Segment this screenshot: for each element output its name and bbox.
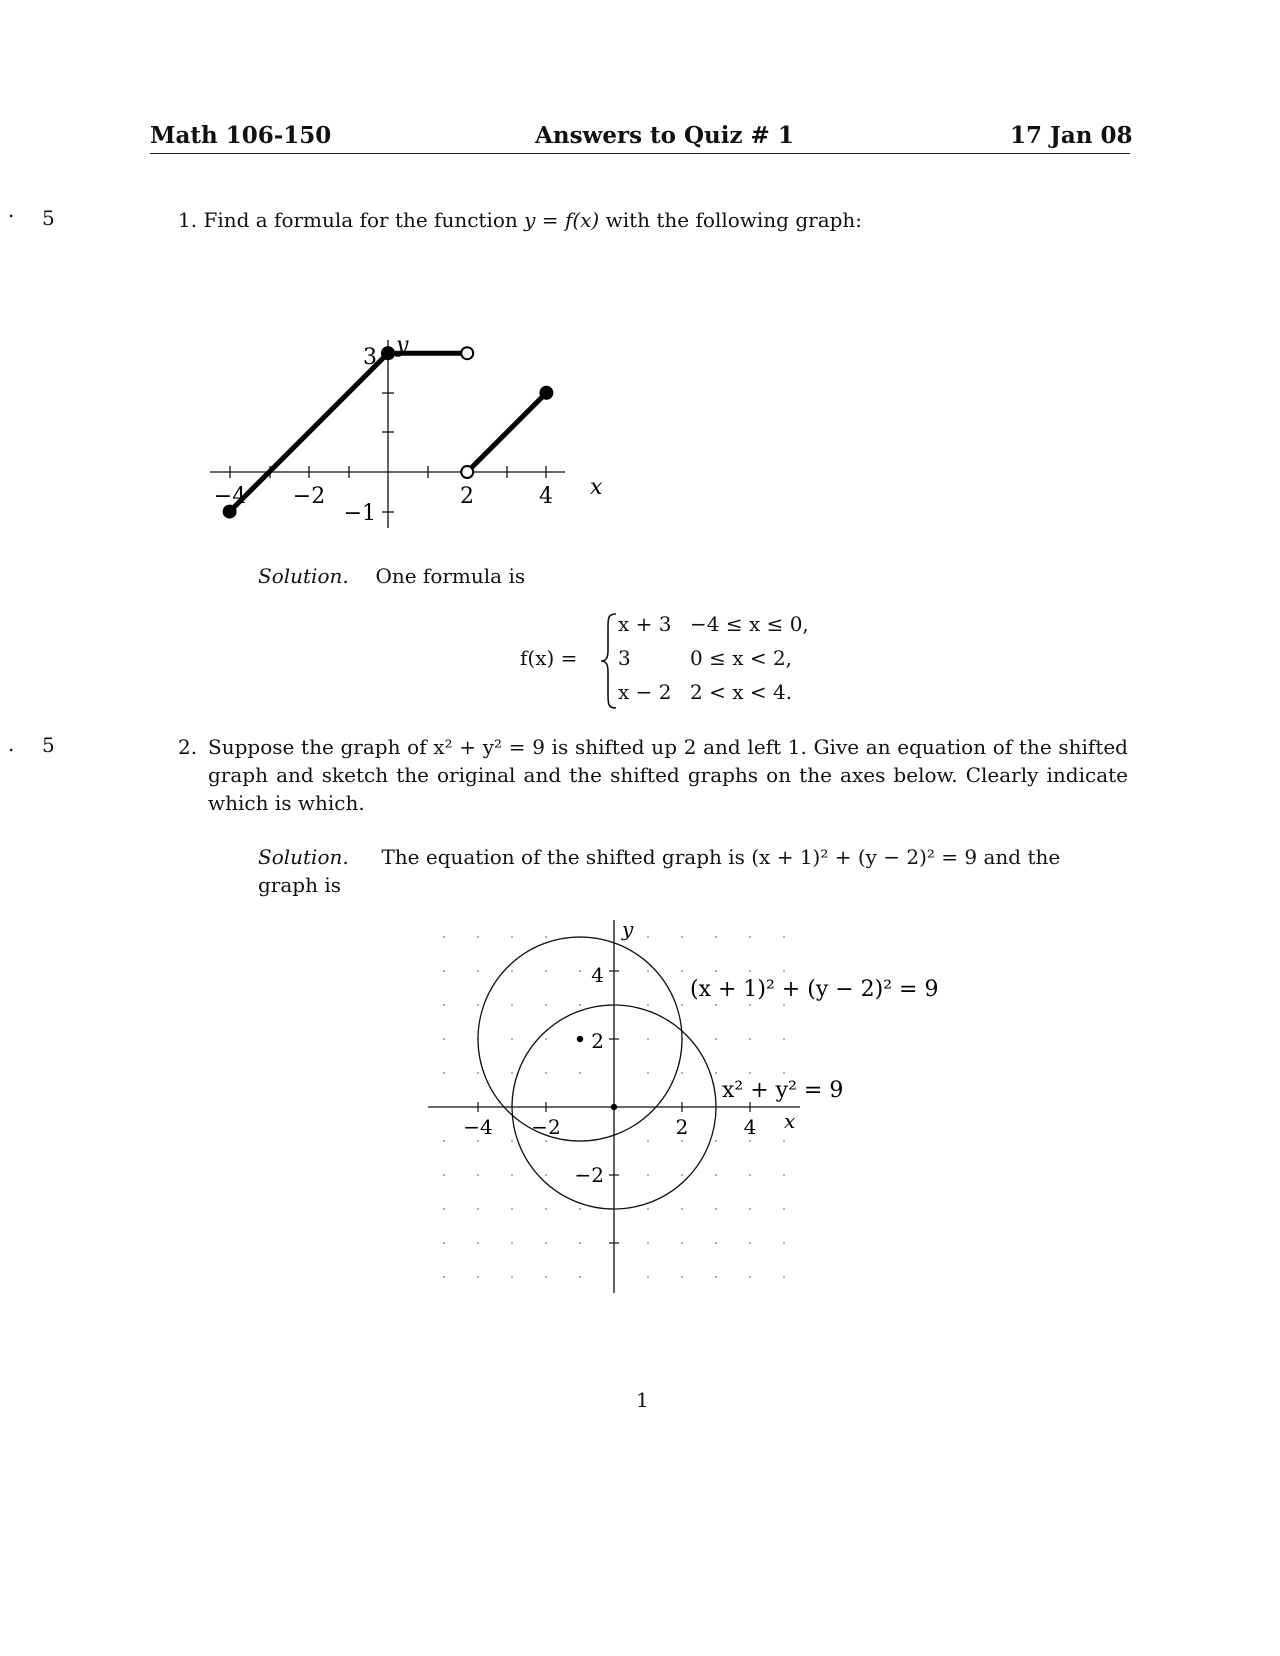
q2-grid-dot — [681, 1208, 683, 1210]
q2-grid-dot — [511, 970, 513, 972]
q2-grid-dot — [783, 970, 785, 972]
q1-eq-x: (x) — [572, 208, 600, 232]
q2-grid-dot — [749, 1242, 751, 1244]
q2-grid-dot — [681, 1174, 683, 1176]
q2-tick-x-neg2: −2 — [531, 1115, 561, 1139]
q1-tick-y-3: 3 — [363, 345, 377, 370]
q2-tick-y-neg2: −2 — [574, 1163, 604, 1187]
q1-case-1-cond: −4 ≤ x ≤ 0, — [690, 612, 809, 636]
q2-grid-dot — [579, 1276, 581, 1278]
q2-grid-dot — [545, 1208, 547, 1210]
q1-x-label: x — [590, 475, 603, 500]
q2-tick-x-2: 2 — [675, 1115, 689, 1139]
q2-grid-dot — [477, 1174, 479, 1176]
quiz-date: 17 Jan 08 — [1010, 122, 1133, 149]
q2-tick-x-4: 4 — [743, 1115, 757, 1139]
q1-y-label: y — [396, 333, 409, 358]
q2-grid-dot — [511, 1038, 513, 1040]
q2-grid-dot — [477, 1208, 479, 1210]
q2-grid-dot — [511, 1004, 513, 1006]
q2-grid-dot — [511, 1276, 513, 1278]
q2-grid-dot — [749, 1038, 751, 1040]
q1-tick-x-2: 2 — [460, 484, 474, 509]
q2-grid-dot — [579, 1208, 581, 1210]
header-rule — [150, 153, 1130, 154]
q2-line-2: graph and sketch the original and the shifted graphs on the axes below. Clearly indicate — [208, 763, 1128, 787]
q1-points: 5 — [42, 206, 55, 230]
q2-grid-dot — [749, 1174, 751, 1176]
q2-grid-dot — [749, 1208, 751, 1210]
q2-grid-dot — [579, 1072, 581, 1074]
q2-grid-dot — [681, 1072, 683, 1074]
q2-grid-dot — [545, 1140, 547, 1142]
q2-grid-dot — [715, 1038, 717, 1040]
q2-grid-dot — [443, 1242, 445, 1244]
q1-case-3-expr: x − 2 — [618, 680, 672, 704]
q1-number: 1. — [178, 208, 198, 232]
q2-grid-dot — [647, 1038, 649, 1040]
q1-segment-2-end-open-dot — [461, 347, 473, 359]
margin-dot-q2: . — [8, 732, 15, 756]
q2-x-label: x — [784, 1109, 796, 1133]
q2-grid-dot — [783, 1174, 785, 1176]
q2-grid-dot — [783, 1038, 785, 1040]
q1-tick-x-neg4: −4 — [213, 484, 247, 509]
q2-grid-dot — [511, 1140, 513, 1142]
q2-line-3: which is which. — [208, 791, 365, 815]
q2-original-circle-center — [611, 1104, 617, 1110]
q1-case-2-cond: 0 ≤ x < 2, — [690, 646, 793, 670]
q1-graph — [195, 320, 625, 540]
q2-grid-dot — [783, 1276, 785, 1278]
q2-grid-dot — [511, 1208, 513, 1210]
q2-solution-line-1 — [258, 843, 1078, 871]
q2-grid-dot — [443, 1004, 445, 1006]
q2-grid-dot — [545, 1038, 547, 1040]
q2-grid-dot — [477, 1242, 479, 1244]
page-number: 1 — [636, 1388, 649, 1412]
margin-dot-q1: . — [8, 198, 15, 222]
q2-grid-dot — [681, 1242, 683, 1244]
q2-grid-dot — [647, 936, 649, 938]
q2-grid-dot — [477, 1072, 479, 1074]
q2-solution-line-2: graph is — [258, 873, 341, 897]
q2-grid-dot — [681, 1004, 683, 1006]
q2-grid-dot — [681, 970, 683, 972]
q2-grid-dot — [511, 1072, 513, 1074]
q2-grid-dot — [715, 1174, 717, 1176]
q2-grid-dot — [749, 1276, 751, 1278]
q1-segment-2-start-closed-dot — [382, 347, 394, 359]
q2-grid-dot — [443, 1140, 445, 1142]
q2-grid-dot — [545, 1174, 547, 1176]
q2-grid-dot — [749, 1004, 751, 1006]
q1-text-pre: Find a formula for the function — [203, 208, 525, 232]
q2-grid-dot — [511, 1174, 513, 1176]
q2-tick-y-4: 4 — [591, 963, 604, 987]
q2-grid-dot — [749, 936, 751, 938]
q2-grid-dot — [477, 936, 479, 938]
q2-grid-dot — [511, 936, 513, 938]
q2-grid-dot — [443, 1208, 445, 1210]
q2-number: 2. — [178, 735, 198, 759]
q2-grid-dot — [715, 936, 717, 938]
q2-prompt — [208, 733, 1128, 817]
q2-grid-dot — [511, 1242, 513, 1244]
q2-solution-text: The equation of the shifted graph is (x + 1)² + (y − 2)² = 9 and the — [381, 845, 1061, 869]
q2-grid-dot — [443, 1072, 445, 1074]
q2-grid-dot — [545, 1072, 547, 1074]
q2-grid-dot — [545, 970, 547, 972]
q2-grid-dot — [443, 936, 445, 938]
q1-eq-mid: = — [535, 208, 565, 232]
q2-grid-dot — [647, 970, 649, 972]
q2-grid-dot — [715, 970, 717, 972]
q2-label-shifted-circle: (x + 1)² + (y − 2)² = 9 — [690, 977, 939, 1002]
q1-prompt — [178, 206, 862, 234]
q2-tick-x-neg4: −4 — [463, 1115, 493, 1139]
q2-grid-dot — [715, 1140, 717, 1142]
q2-grid-dot — [545, 936, 547, 938]
q2-grid-dot — [715, 1208, 717, 1210]
q2-grid-dot — [749, 970, 751, 972]
course-title: Math 106-150 — [150, 122, 332, 149]
q1-case-3-cond: 2 < x < 4. — [690, 680, 793, 704]
q2-grid-dot — [443, 1174, 445, 1176]
q2-grid-dot — [647, 1004, 649, 1006]
q1-eq-y: y — [524, 208, 536, 232]
q2-grid-dot — [443, 970, 445, 972]
q2-grid-dot — [647, 1174, 649, 1176]
q2-grid-dot — [783, 1208, 785, 1210]
q2-grid-dot — [477, 1276, 479, 1278]
q2-grid-dot — [647, 1140, 649, 1142]
q2-label-original-circle: x² + y² = 9 — [722, 1078, 844, 1103]
q2-grid-dot — [545, 1242, 547, 1244]
q2-grid-dot — [681, 1276, 683, 1278]
q2-grid-dot — [715, 1276, 717, 1278]
q2-solution-label: Solution. — [258, 845, 349, 869]
q2-grid-dot — [749, 1072, 751, 1074]
q1-case-2-expr: 3 — [618, 646, 631, 670]
q2-tick-y-2: 2 — [591, 1029, 604, 1053]
q1-text-post: with the following graph: — [599, 208, 863, 232]
q2-grid-dot — [783, 1242, 785, 1244]
q1-solution-text: One formula is — [375, 564, 526, 588]
q2-grid-dot — [579, 970, 581, 972]
q2-grid-dot — [477, 1004, 479, 1006]
q2-grid-dot — [783, 1004, 785, 1006]
q1-tick-x-neg2: −2 — [292, 484, 326, 509]
q2-grid-dot — [783, 1072, 785, 1074]
q2-grid-dot — [443, 1276, 445, 1278]
q2-grid-dot — [647, 1208, 649, 1210]
q1-tick-y-neg1: −1 — [343, 501, 376, 526]
q2-points: 5 — [42, 733, 55, 757]
q2-grid-dot — [783, 1140, 785, 1142]
q2-grid-dot — [715, 1004, 717, 1006]
q1-segment-3-start-open-dot — [461, 466, 473, 478]
q2-line-1: Suppose the graph of x² + y² = 9 is shifted up 2 and left 1. Give an equation of the shifted — [208, 735, 1128, 759]
q2-y-label: y — [622, 917, 634, 941]
q2-grid-dot — [477, 970, 479, 972]
q2-grid-dot — [647, 1072, 649, 1074]
q2-grid-dot — [579, 1004, 581, 1006]
q1-formula — [520, 610, 840, 710]
q1-solution — [258, 562, 525, 590]
q2-grid-dot — [579, 1242, 581, 1244]
q1-solution-label: Solution. — [258, 564, 349, 588]
q2-grid-dot — [749, 1140, 751, 1142]
q1-segment-3-end-closed-dot — [540, 387, 552, 399]
q2-grid-dot — [647, 1242, 649, 1244]
q1-eq-f: f — [564, 208, 573, 232]
q1-formula-brace — [598, 612, 620, 710]
q2-grid-dot — [715, 1072, 717, 1074]
q2-grid-dot — [647, 1276, 649, 1278]
q2-grid-dot — [681, 936, 683, 938]
q2-solution — [258, 843, 1078, 899]
q2-graph — [420, 910, 940, 1300]
quiz-title: Answers to Quiz # 1 — [535, 122, 794, 149]
q1-case-1-expr: x + 3 — [618, 612, 672, 636]
q2-grid-dot — [783, 936, 785, 938]
q1-tick-x-4: 4 — [539, 484, 553, 509]
q2-grid-dot — [681, 1140, 683, 1142]
q2-grid-dot — [715, 1242, 717, 1244]
q2-grid-dot — [545, 1276, 547, 1278]
q1-formula-lhs: f(x) = — [520, 646, 578, 670]
q2-shifted-circle-center — [577, 1036, 583, 1042]
q2-grid-dot — [443, 1038, 445, 1040]
q2-grid-dot — [545, 1004, 547, 1006]
q1-segment-3 — [467, 393, 546, 472]
q2-grid-dot — [477, 1140, 479, 1142]
